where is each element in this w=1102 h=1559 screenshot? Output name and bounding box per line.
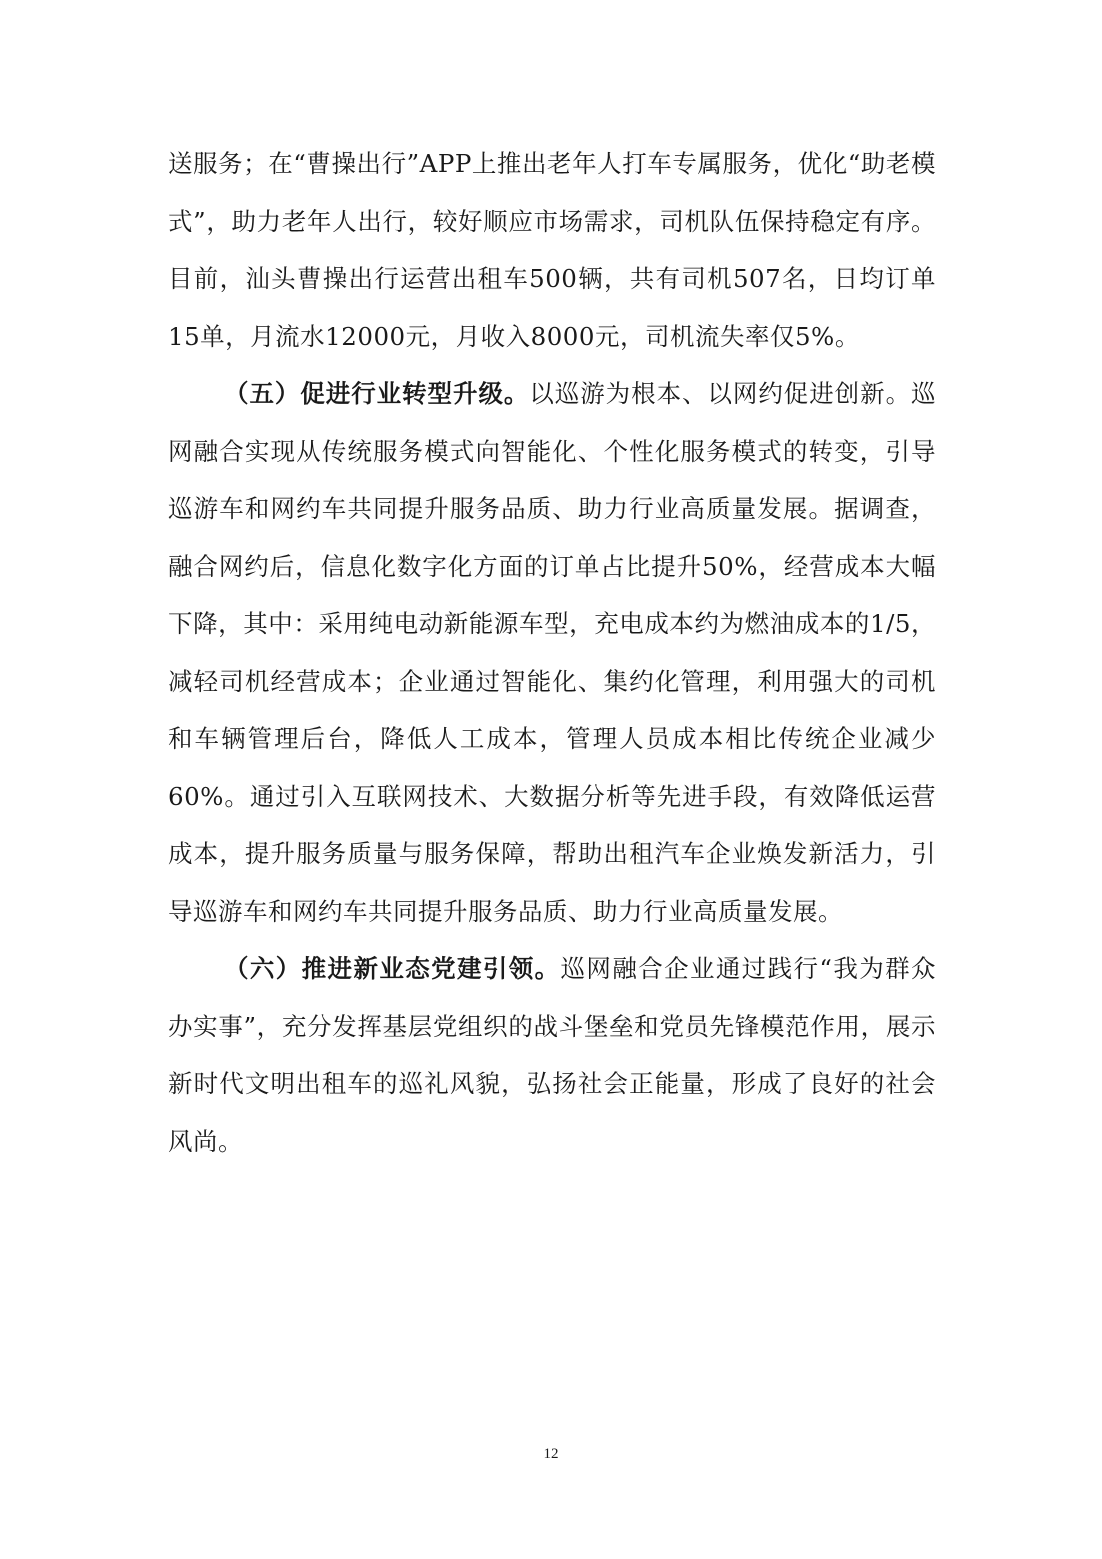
section-heading: （六）推进新业态党建引领。 [224, 954, 561, 983]
paragraph-text: 巡网融合企业通过践行“我为群众办实事”，充分发挥基层党组织的战斗堡垒和党员先锋模范作用，展示新时代文明出租车的巡礼风貌，弘扬社会正能量，形成了良好的社会风尚。 [168, 954, 936, 1156]
section-heading: （五）促进行业转型升级。 [224, 379, 530, 408]
paragraph-text: 以巡游为根本、以网约促进创新。巡网融合实现从传统服务模式向智能化、个性化服务模式的转变，引导巡游车和网约车共同提升服务品质、助力行业高质量发展。据调查，融合网约后，信息化数字化方面的订单占比提升50%，经营成本大幅下降，其中：采用纯电动新能源车型，充电成本约为燃油成本的1/5，减轻司机经营成本；企业通过智能化、集约化管理，利用强大的司机和车辆管理后台，降低人工成本，管理人员成本相比传统企业减少60%。通过引入互联网技术、大数据分析等先进手段，有效降低运营成本，提升服务质量与服务保障，帮助出租汽车企业焕发新活力，引导巡游车和网约车共同提升服务品质、助力行业高质量发展。 [168, 379, 937, 926]
body-text [168, 135, 936, 1170]
paragraph-text: 送服务；在“曹操出行”APP上推出老年人打车专属服务，优化“助老模式”，助力老年人出行，较好顺应市场需求，司机队伍保持稳定有序。目前，汕头曹操出行运营出租车500辆，共有司机507名，日均订单15单，月流水12000元，月收入8000元，司机流失率仅5%。 [168, 149, 936, 351]
page-number: 12 [543, 1446, 559, 1462]
paragraph-section-six [168, 940, 936, 1170]
paragraph-section-five [168, 365, 936, 940]
paragraph-continuation [168, 135, 936, 365]
